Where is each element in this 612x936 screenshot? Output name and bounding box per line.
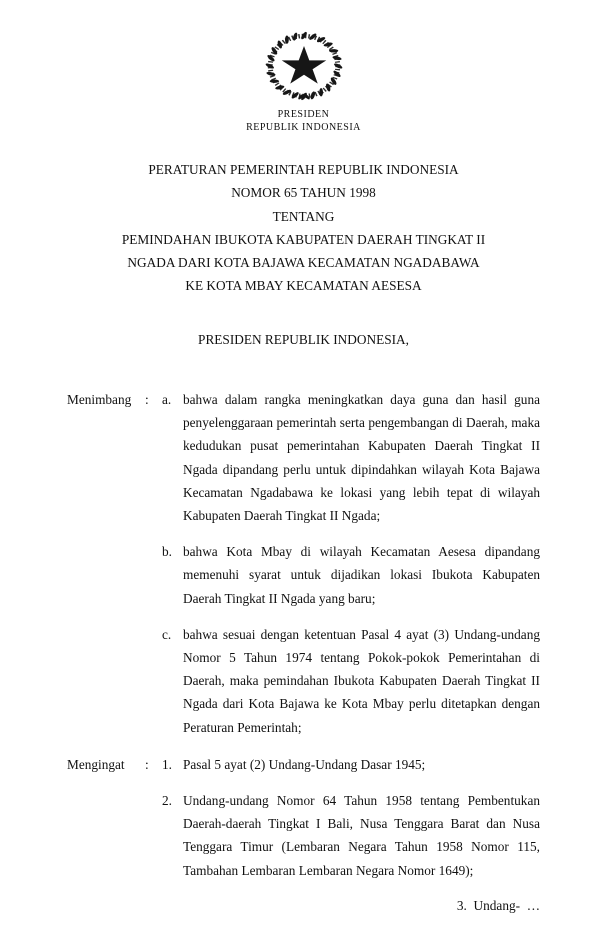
letterhead-republik-indonesia: REPUBLIK INDONESIA <box>246 121 361 133</box>
title-line-number: NOMOR 65 TAHUN 1998 <box>231 185 376 201</box>
title-line-regulation: PERATURAN PEMERINTAH REPUBLIK INDONESIA <box>148 162 459 177</box>
title-line-subject-1: PEMINDAHAN IBUKOTA KABUPATEN DAERAH TINGKAT II <box>121 231 486 247</box>
consideration-item-a <box>162 388 540 527</box>
legal-basis-item-2 <box>162 789 540 882</box>
letterhead <box>67 109 540 134</box>
item-text: Pasal 5 ayat (2) Undang-Undang Dasar 1945; <box>183 756 426 772</box>
title-line-subject-2: NGADA DARI KOTA BAJAWA KECAMATAN NGADABAWA <box>127 255 480 271</box>
mengingat-colon: : <box>145 756 149 772</box>
item-text: bahwa Kota Mbay di wilayah Kecamatan Aesesa dipandang memenuhi syarat untuk dijadikan lokasi Ibukota Kabupaten Daerah Tingkat II Ngada yang baru; <box>183 544 540 606</box>
item-marker: c. <box>162 626 172 642</box>
item-marker: 2. <box>162 793 172 809</box>
item-marker: 1. <box>162 756 172 772</box>
title-line-subject-3: KE KOTA MBAY KECAMATAN AESESA <box>185 278 422 294</box>
letterhead-presiden: PRESIDEN <box>277 109 330 120</box>
item-text: bahwa dalam rangka meningkatkan daya guna dan hasil guna penyelenggaraan pemerintah serta pengembangan di Daerah, maka kedudukan pusat pemerintahan Kabupaten Daerah Tingkat II Ngada dipandang perlu untuk dipindahkan wilayah Kota Bajawa Kecamatan Ngadabawa ke lokasi yang lebih tepat di wilayah Kabupaten Daerah Tingkat II Ngada; <box>183 391 540 523</box>
item-text: bahwa sesuai dengan ketentuan Pasal 4 ayat (3) Undang-undang Nomor 5 Tahun 1974 tentang Pokok-pokok Pemerintahan di Daerah, maka pemindahan Ibukota Kabupaten Daerah Tingkat II Ngada dari Kota Bajawa ke Kota Mbay perlu ditetapkan dengan Peraturan Pemerintah; <box>183 626 540 735</box>
item-marker: a. <box>162 391 172 407</box>
document-title <box>67 158 540 298</box>
menimbang-colon: : <box>145 391 149 407</box>
consideration-item-c <box>162 623 540 739</box>
mengingat-label: Mengingat <box>67 756 125 772</box>
presidential-star-seal-icon <box>67 26 540 106</box>
item-marker: b. <box>162 544 172 560</box>
mengingat-items <box>162 753 540 882</box>
page-catchword: 3. Undang- … <box>456 897 540 913</box>
section-mengingat <box>67 753 540 882</box>
legal-basis-item-1 <box>162 753 540 776</box>
title-line-tentang: TENTANG <box>272 208 335 224</box>
menimbang-label: Menimbang <box>67 391 132 407</box>
menimbang-items <box>162 388 540 739</box>
opening-line: PRESIDEN REPUBLIK INDONESIA, <box>198 331 409 347</box>
item-text: Undang-undang Nomor 64 Tahun 1958 tentang Pembentukan Daerah-daerah Tingkat I Bali, Nusa Tenggara Barat dan Nusa Tenggara Timur (Lembaran Negara Tahun 1958 Nomor 115, Tambahan Lembaran Lembaran Negara Nomor 1649); <box>183 793 540 878</box>
consideration-item-b <box>162 540 540 610</box>
section-menimbang <box>67 388 540 739</box>
